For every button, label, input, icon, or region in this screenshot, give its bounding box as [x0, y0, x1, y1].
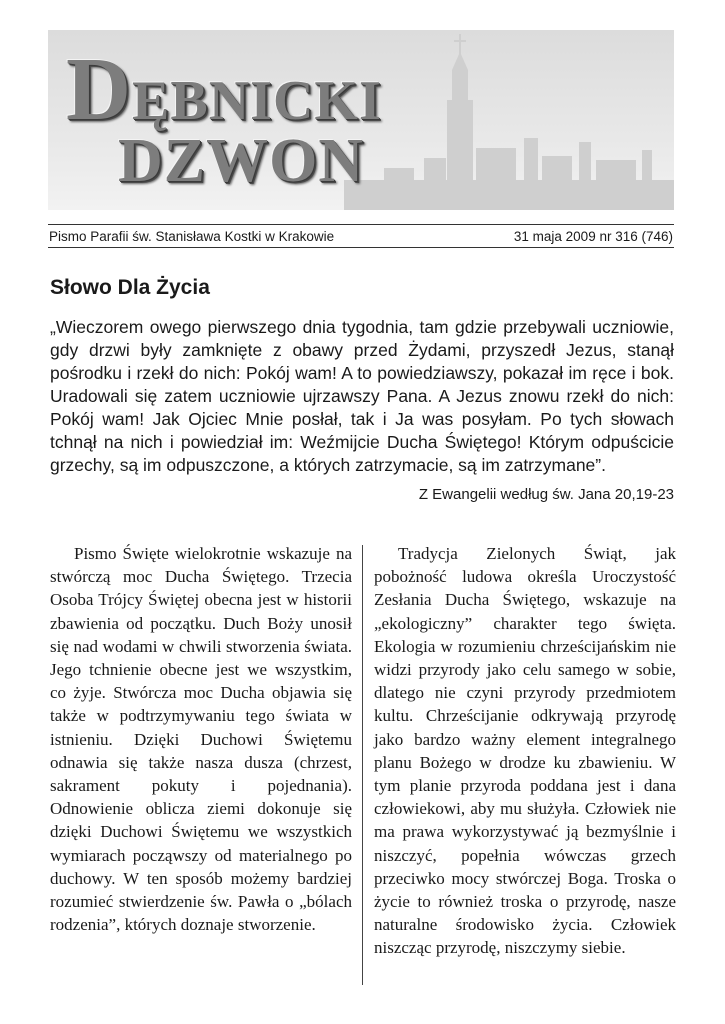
section-heading: Słowo Dla Życia: [50, 276, 210, 299]
masthead: [48, 30, 674, 210]
masthead-title-line2: DZWON: [118, 127, 365, 195]
info-bar: [48, 224, 674, 248]
masthead-title-initial: D: [66, 40, 132, 139]
publisher-text: Pismo Parafii św. Stanisława Kostki w Krakowie: [49, 228, 335, 244]
article-column-left: Pismo Święte wielokrotnie wskazuje na stwórczą moc Ducha Świętego. Trzecia Osoba Trójcy Świętej obecna jest w historii zbawienia od początku. Duch Boży unosił się nad wodami w chwili stworzenia świata. Jego tchnienie obecne jest we wszystkim, co żyje. Stwórcza moc Ducha objawia się także w podtrzymywaniu tego świata w istnieniu. Dzięki Duchowi Świętemu odnawia się także nasza dusza (chrzest, sakrament pokuty i pojednania). Odnowienie oblicza ziemi dokonuje się dzięki Duchowi Świętemu we wszystkich wymiarach począwszy od materialnego po duchowy. W ten sposób możemy bardziej rozumieć stwierdzenie św. Pawła o „bólach rodzenia”, których doznaje stworzenie.: [50, 544, 352, 935]
issue-text: 31 maja 2009 nr 316 (746): [513, 228, 673, 244]
masthead-title-rest: ĘBNICKI: [132, 70, 382, 132]
gospel-quote: „Wieczorem owego pierwszego dnia tygodnia, tam gdzie przebywali uczniowie, gdy drzwi były zamknięte z obawy przed Żydami, przyszedł Jezus, stanął pośrodku i rzekł do nich: Pokój wam! A to powiedziawszy, pokazał im ręce i bok. Uradowali się zatem uczniowie ujrzawszy Pana. A Jezus znowu rzekł do nich: Pokój wam! Jak Ojciec Mnie posłał, tak i Ja was posyłam. Po tych słowach tchnął na nich i powiedział im: Weźmijcie Ducha Świętego! Którym odpuścicie grzechy, są im odpuszczone, a których zatrzymacie, są im zatrzymane”.: [50, 317, 674, 475]
article-column-right: Tradycja Zielonych Świąt, jak pobożność ludowa określa Uroczystość Zesłania Ducha Świętego, wskazuje na „ekologiczny” charakter tego święta. Ekologia w rozumieniu chrześcijańskim nie widzi przyrody jako celu samego w sobie, dlatego nie czyni przyrody przedmiotem kultu. Chrześcijanie odkrywają przyrodę jako bardzo ważny element integralnego planu Bożego w drodze ku zbawieniu. W tym planie przyroda poddana jest i dana człowiekowi, aby mu służyła. Człowiek nie ma prawa wykorzystywać ją bezmyślnie i niszczyć, popełnia wówczas grzech przeciwko mocy stwórczej Boga. Troska o życie to również troska o przyrodę, nasze naturalne środowisko życia. Człowiek niszcząc przyrodę, niszczymy siebie.: [374, 544, 676, 958]
church-skyline-icon: [344, 30, 674, 210]
quote-source: Z Ewangelii według św. Jana 20,19-23: [418, 486, 674, 503]
column-divider: [362, 545, 363, 985]
